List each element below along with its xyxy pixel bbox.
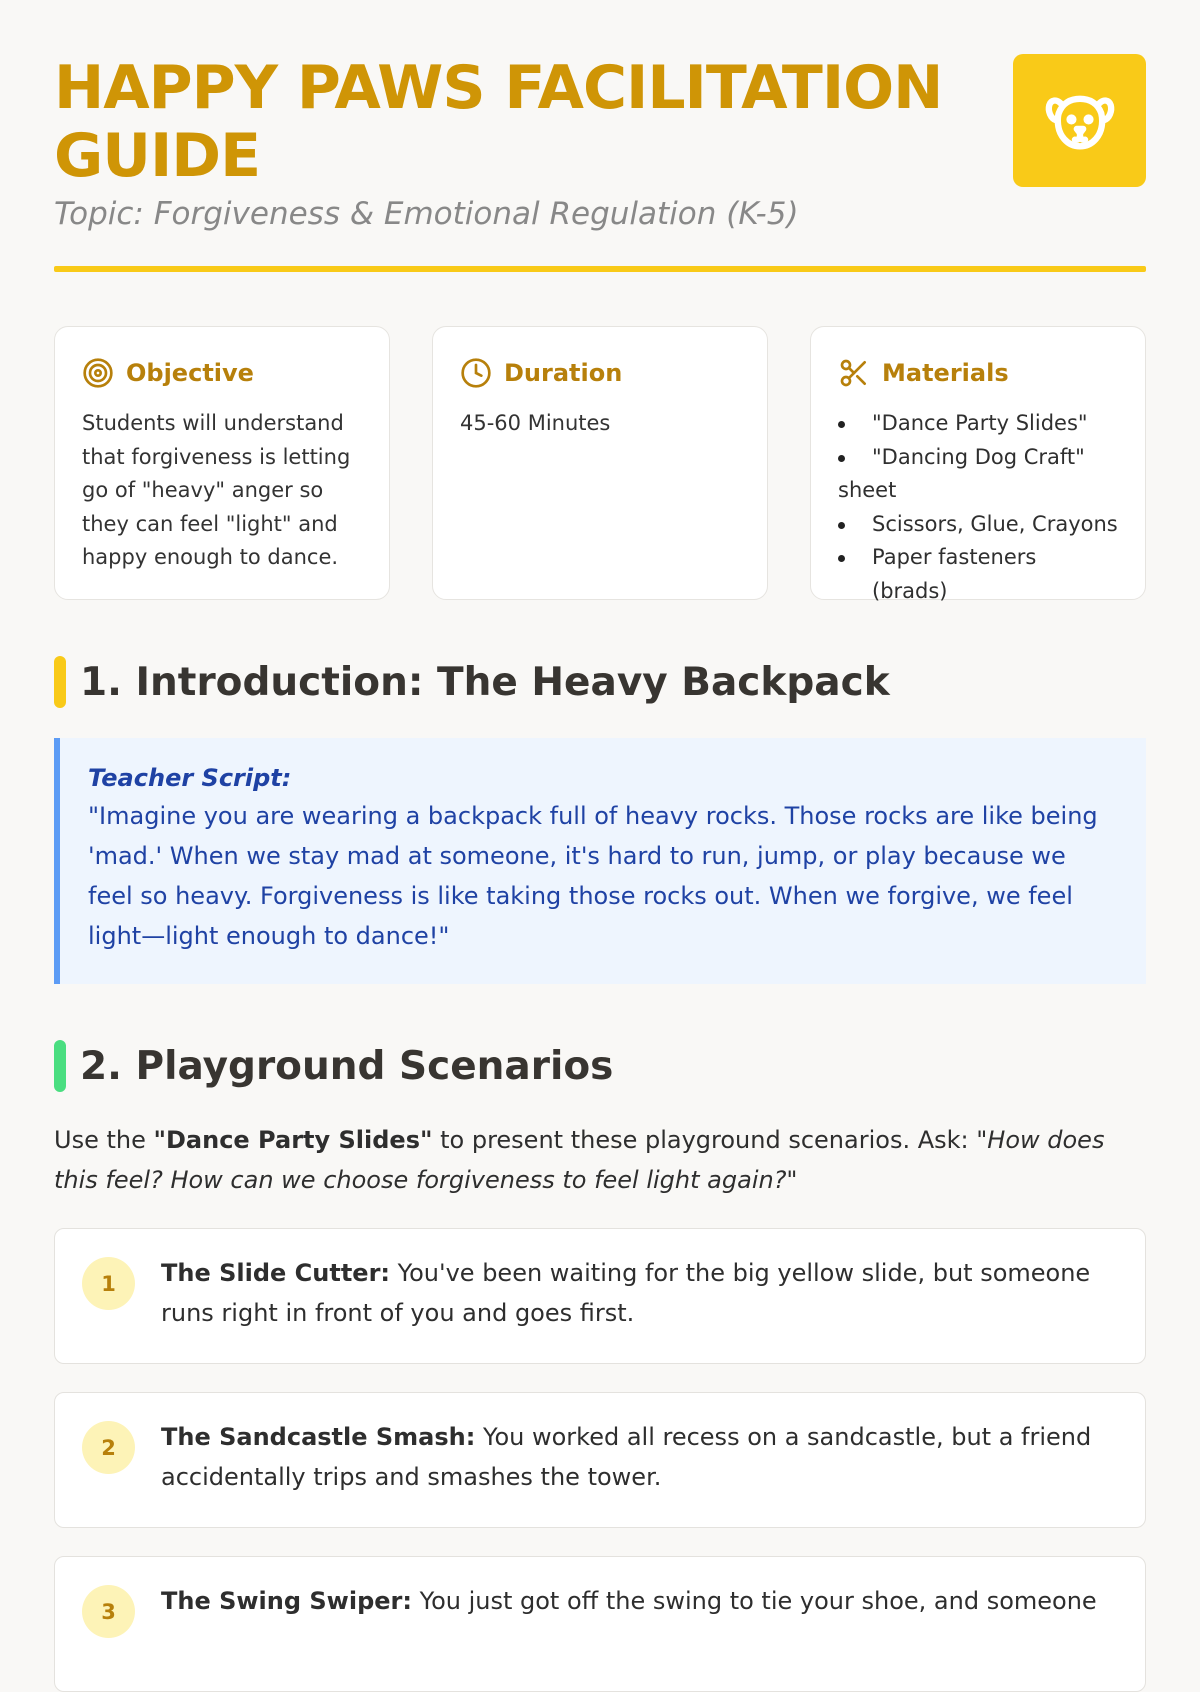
teacher-script-box bbox=[54, 738, 1146, 984]
scenario-number-badge: 1 bbox=[82, 1257, 135, 1310]
script-text: "Imagine you are wearing a backpack full of heavy rocks. Those rocks are like being 'mad.' When we stay mad at someone, it's hard to run, jump, or play because we feel so heavy. Forgiveness is like taking those rocks out. When we forgive, we feel light—light enough to dance!" bbox=[88, 802, 1098, 950]
materials-title: Materials bbox=[882, 359, 1009, 387]
scenario-text bbox=[161, 1417, 1118, 1497]
materials-card-header bbox=[838, 357, 1118, 389]
objective-title: Objective bbox=[126, 359, 254, 387]
info-cards bbox=[54, 326, 1146, 603]
scenario-description: You worked all recess on a sandcastle, but a friend accidentally trips and smashes the tower. bbox=[161, 1423, 1092, 1491]
scenario-description: You just got off the swing to tie your shoe, and someone bbox=[411, 1587, 1097, 1615]
intro-prefix: Use the bbox=[54, 1126, 154, 1154]
page-subtitle: Topic: Forgiveness & Emotional Regulation (K-5) bbox=[54, 196, 799, 232]
logo bbox=[1013, 54, 1146, 187]
objective-card bbox=[54, 326, 390, 600]
duration-card bbox=[432, 326, 768, 600]
scenario-card bbox=[54, 1228, 1146, 1364]
section-accent-bar bbox=[54, 1040, 66, 1092]
scenario-title: The Swing Swiper: bbox=[161, 1587, 412, 1615]
header-divider bbox=[54, 266, 1146, 272]
objective-card-header bbox=[82, 357, 362, 389]
intro-middle: to present these playground scenarios. Ask: bbox=[432, 1126, 977, 1154]
header bbox=[54, 0, 1146, 272]
scenario-card bbox=[54, 1556, 1146, 1692]
scenario-number-badge: 3 bbox=[82, 1585, 135, 1638]
scenario-text bbox=[161, 1253, 1118, 1333]
section-accent-bar bbox=[54, 656, 66, 708]
materials-item bbox=[838, 441, 1118, 475]
materials-item-line: "Dancing Dog Craft" bbox=[872, 444, 1085, 469]
target-icon bbox=[82, 357, 114, 389]
scenario-title: The Sandcastle Smash: bbox=[161, 1423, 476, 1451]
materials-list bbox=[838, 407, 1118, 608]
intro-question: "How does this feel? How can we choose forgiveness to feel light again?" bbox=[54, 1126, 1105, 1194]
scenario-title: The Slide Cutter: bbox=[161, 1259, 390, 1287]
materials-item-line: sheet bbox=[838, 478, 897, 502]
duration-text: 45-60 Minutes bbox=[460, 411, 611, 435]
scenarios-intro bbox=[54, 1120, 1146, 1200]
objective-text: Students will understand that forgiveness is letting go of "heavy" anger so they can feel "light" and happy enough to dance. bbox=[82, 411, 351, 569]
section-title: 1. Introduction: The Heavy Backpack bbox=[80, 659, 890, 705]
clock-icon bbox=[460, 357, 492, 389]
scenario-text bbox=[161, 1581, 1097, 1621]
materials-card bbox=[810, 326, 1146, 603]
materials-item: Paper fasteners (brads) bbox=[838, 541, 1118, 608]
materials-item-continuation bbox=[838, 474, 1118, 508]
section-heading-scenarios bbox=[54, 1040, 1146, 1092]
duration-card-header bbox=[460, 357, 740, 389]
scissors-icon bbox=[838, 357, 870, 389]
scenario-number-badge: 2 bbox=[82, 1421, 135, 1474]
duration-title: Duration bbox=[504, 359, 623, 387]
materials-item: Scissors, Glue, Crayons bbox=[838, 508, 1118, 542]
intro-slides-name: "Dance Party Slides" bbox=[153, 1126, 433, 1154]
section-heading-introduction bbox=[54, 656, 1146, 708]
materials-item: "Dance Party Slides" bbox=[838, 407, 1118, 441]
script-label: Teacher Script: bbox=[88, 764, 292, 792]
section-title: 2. Playground Scenarios bbox=[80, 1043, 614, 1089]
page-title: HAPPY PAWS FACILITATION GUIDE bbox=[54, 53, 943, 191]
dog-face-icon bbox=[1042, 83, 1118, 159]
scenario-description: You've been waiting for the big yellow slide, but someone runs right in front of you and goes first. bbox=[161, 1259, 1091, 1327]
scenario-card bbox=[54, 1392, 1146, 1528]
